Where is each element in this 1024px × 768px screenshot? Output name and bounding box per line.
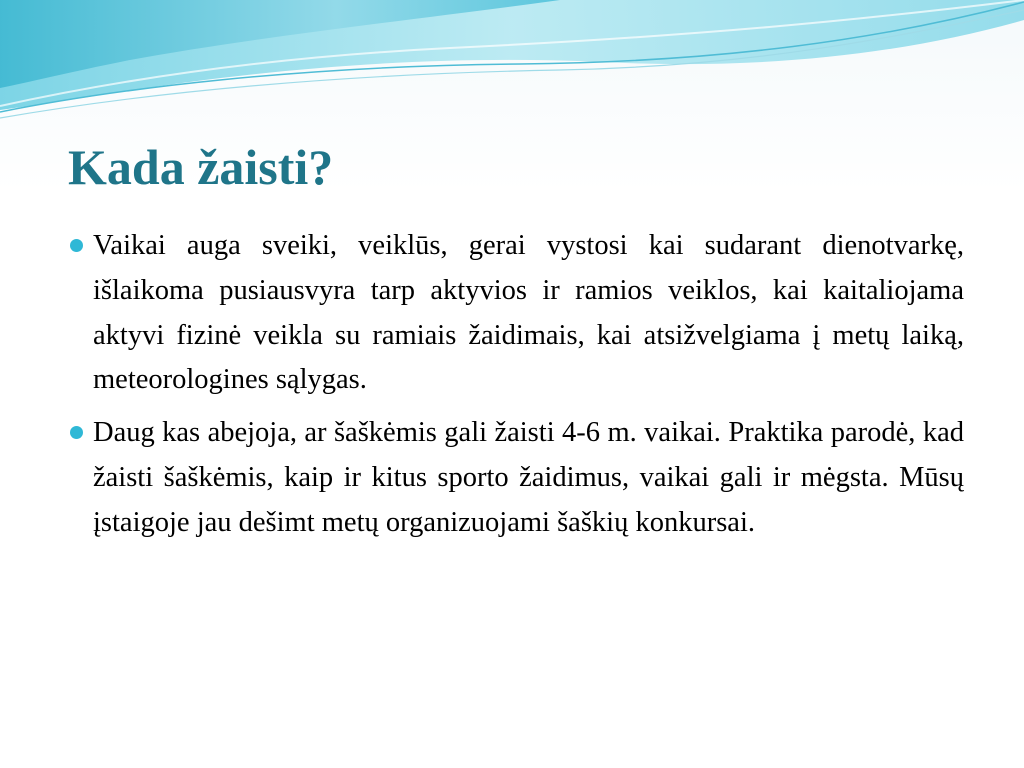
slide-title: Kada žaisti? (68, 139, 334, 195)
bullet-text: Daug kas abejoja, ar šaškėmis gali žaisti 4-6 m. vaikai. Praktika parodė, kad žaisti šaškėmis, kaip ir kitus sporto žaidimus, vaikai gali ir mėgsta. Mūsų įstaigoje jau dešimt metų organizuojami šaškių konkursai. (93, 417, 964, 538)
bullet-icon (70, 426, 83, 439)
bullet-icon (70, 239, 83, 252)
bullet-text: Vaikai auga sveiki, veiklūs, gerai vystosi kai sudarant dienotvarkę, išlaikoma pusiausvyra tarp aktyvios ir ramios veiklos, kai kaitaliojama aktyvi fizinė veikla su ramiais žaidimais, kai atsižvelgiama į metų laiką, meteorologines sąlygas. (93, 230, 964, 396)
bullet-list (70, 224, 964, 554)
bullet-item (70, 411, 964, 545)
bullet-item (70, 224, 964, 403)
decorative-wave-header (0, 0, 1024, 130)
